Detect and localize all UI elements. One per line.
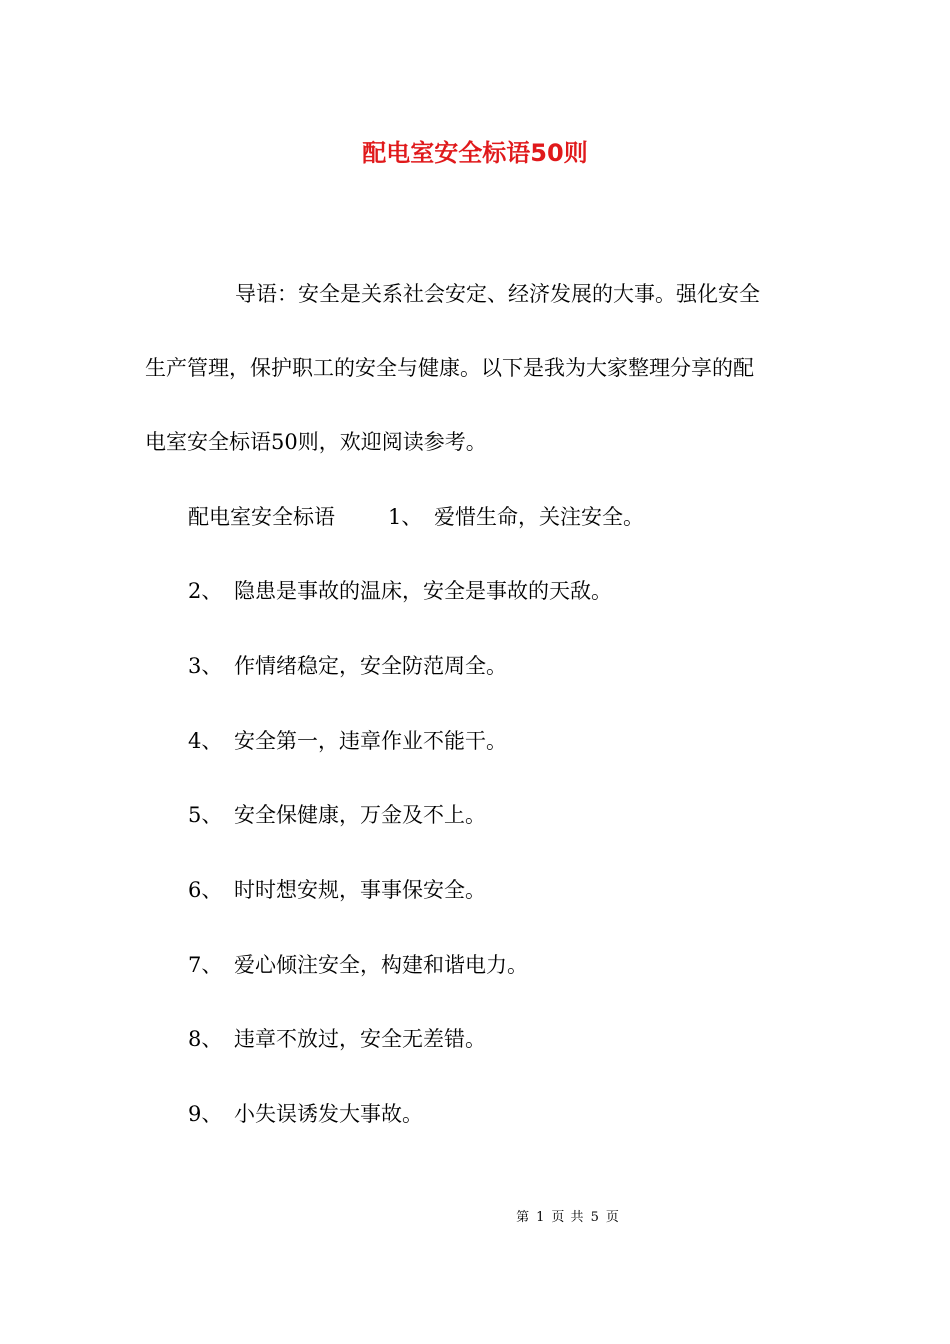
footer-label-end: 页: [605, 1210, 620, 1225]
item-number: 5、: [188, 803, 223, 827]
item-text: 安全第一，违章作业不能干。: [234, 729, 507, 753]
item-number: 7、: [188, 953, 223, 977]
list-item-4: [188, 726, 507, 756]
intro-line-2: 生产管理，保护职工的安全与健康。以下是我为大家整理分享的配: [145, 356, 754, 380]
item-number: 8、: [188, 1027, 223, 1051]
list-item-7: [188, 950, 528, 980]
list-item-9: [188, 1099, 423, 1129]
item-number: 9、: [188, 1102, 223, 1126]
document-title: 配电室安全标语50则: [362, 139, 588, 167]
item-text: 违章不放过，安全无差错。: [234, 1027, 486, 1051]
list-heading: 配电室安全标语: [188, 505, 335, 529]
page-footer: [0, 1208, 950, 1228]
footer-label-of: 页 共: [551, 1210, 585, 1225]
item-text: 隐患是事故的温床，安全是事故的天敌。: [234, 579, 612, 603]
footer-current-page: 1: [536, 1210, 546, 1225]
item-text: 安全保健康，万金及不上。: [234, 803, 486, 827]
list-item-3: [188, 651, 507, 681]
item-text: 小失误诱发大事故。: [234, 1102, 423, 1126]
intro-line-1: 导语：安全是关系社会安定、经济发展的大事。强化安全: [235, 282, 760, 306]
item-number: 2、: [188, 579, 223, 603]
item-number: 3、: [188, 654, 223, 678]
list-item-1: [188, 502, 644, 532]
list-item-2: [188, 576, 612, 606]
list-item-5: [188, 800, 486, 830]
footer-label-page: 第: [516, 1210, 531, 1225]
intro-line-3: 电室安全标语50则，欢迎阅读参考。: [145, 430, 487, 454]
item-text: 爱心倾注安全，构建和谐电力。: [234, 953, 528, 977]
item-number: 4、: [188, 729, 223, 753]
item-text: 爱惜生命，关注安全。: [434, 505, 644, 529]
item-number: 1、: [388, 505, 423, 529]
list-item-6: [188, 875, 486, 905]
item-text: 时时想安规，事事保安全。: [234, 878, 486, 902]
item-number: 6、: [188, 878, 223, 902]
item-text: 作情绪稳定，安全防范周全。: [234, 654, 507, 678]
list-item-8: [188, 1024, 486, 1054]
footer-total-pages: 5: [590, 1210, 600, 1225]
